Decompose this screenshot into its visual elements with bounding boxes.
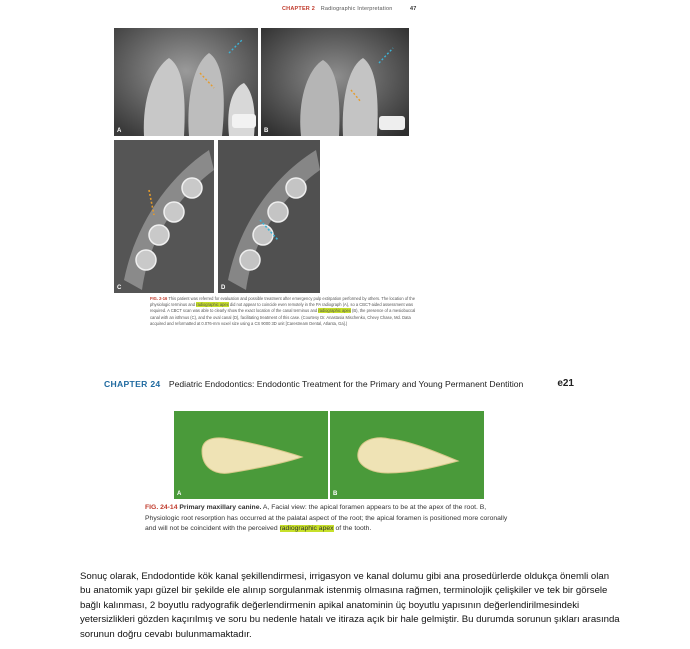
- figure-caption-24-14: [145, 503, 517, 535]
- panel-label: B: [264, 128, 269, 134]
- radiograph-panel-b: [261, 28, 409, 136]
- caption-text: did not appear to coincide even remotely in the PA radiograph (A), so a CBCT-aided assessment was required. A CBCT scan was able to clearly show the exact location of the canal terminus and: [150, 302, 413, 314]
- panel-label: D: [221, 285, 226, 291]
- chapter-label: CHAPTER 24: [104, 379, 161, 389]
- caption-text: This patient was referred for evaluation and possible treatment after emergency pulp extirpation performed by others. The location of the physiologic terminus and: [150, 296, 415, 308]
- figure-caption-2-16: [150, 296, 422, 327]
- caption-text: (B), the presence of a mesiobuccal canal with an isthmus (C), and the oval canal (D), facilitating treatment of this case. (Courtesy Dr. Anastasia Mischenko, Chevy Chase, Md. Data acquired and reformatted at 0.076-mm voxel size using a CS 9000 3D unit [Carestream Dental, Atlanta, Ga].): [150, 308, 416, 326]
- figure-number: FIG. 2-16: [150, 296, 168, 301]
- chapter-title: Radiographic Interpretation: [320, 6, 393, 12]
- highlight: radiographic apex: [196, 302, 229, 308]
- panel-label: A: [117, 128, 122, 134]
- radiograph-panel-a: [114, 28, 258, 136]
- page-number: e21: [557, 378, 574, 389]
- radiograph-panel-d: [218, 140, 320, 293]
- highlight: radiographic apex: [318, 308, 351, 314]
- panel-label: A: [177, 491, 182, 497]
- caption-text: A, Facial view: the apical foramen appears to be at the apex of the root. B, Physiologic root resorption has occurred at the palatal aspect of the root; the apical foramen is positioned more coronally and will not be coincident with the perceived: [145, 504, 508, 533]
- chapter-title: Pediatric Endodontics: Endodontic Treatment for the Primary and Young Permanent Dentition: [168, 379, 524, 389]
- caption-text: of the tooth.: [335, 525, 372, 533]
- figure-number: FIG. 24-14: [145, 504, 178, 511]
- page-number: 47: [410, 6, 417, 12]
- panel-label: C: [117, 285, 122, 291]
- chapter24-header: [104, 379, 574, 389]
- tooth-photo-a: [174, 411, 328, 499]
- chapter-label: CHAPTER 2: [282, 6, 315, 12]
- highlight: radiographic apex: [279, 525, 334, 533]
- panel-label: B: [333, 491, 338, 497]
- radiograph-panel-c: [114, 140, 214, 293]
- tooth-photo-b: [330, 411, 484, 499]
- caption-heading: Primary maxillary canine.: [179, 504, 262, 511]
- conclusion-paragraph: Sonuç olarak, Endodontide kök kanal şekillendirmesi, irrigasyon ve kanal dolumu gibi ana prosedürlerde oldukça önemli olan bu anatomik yapı güzel bir şekilde ele alınıp sorgulanmak istenmiş olmasına rağmen, terminolojik çelişkiler ve tek bir görsele bağlı kalınması, 2 boyutlu radyografik değerlendirmenin apikal anatominin üç boyutlu yapısının değerlendirilmesindeki yetersizlikleri gözden kaçırılmış ve soru bu nedenle hatalı ve itiraza açık bir hale gelmiştir. Bu durumda sorunun şıkları arasında sorunun doğru cevabı bulunmamaktadır.: [80, 571, 620, 640]
- page-header: [282, 6, 417, 12]
